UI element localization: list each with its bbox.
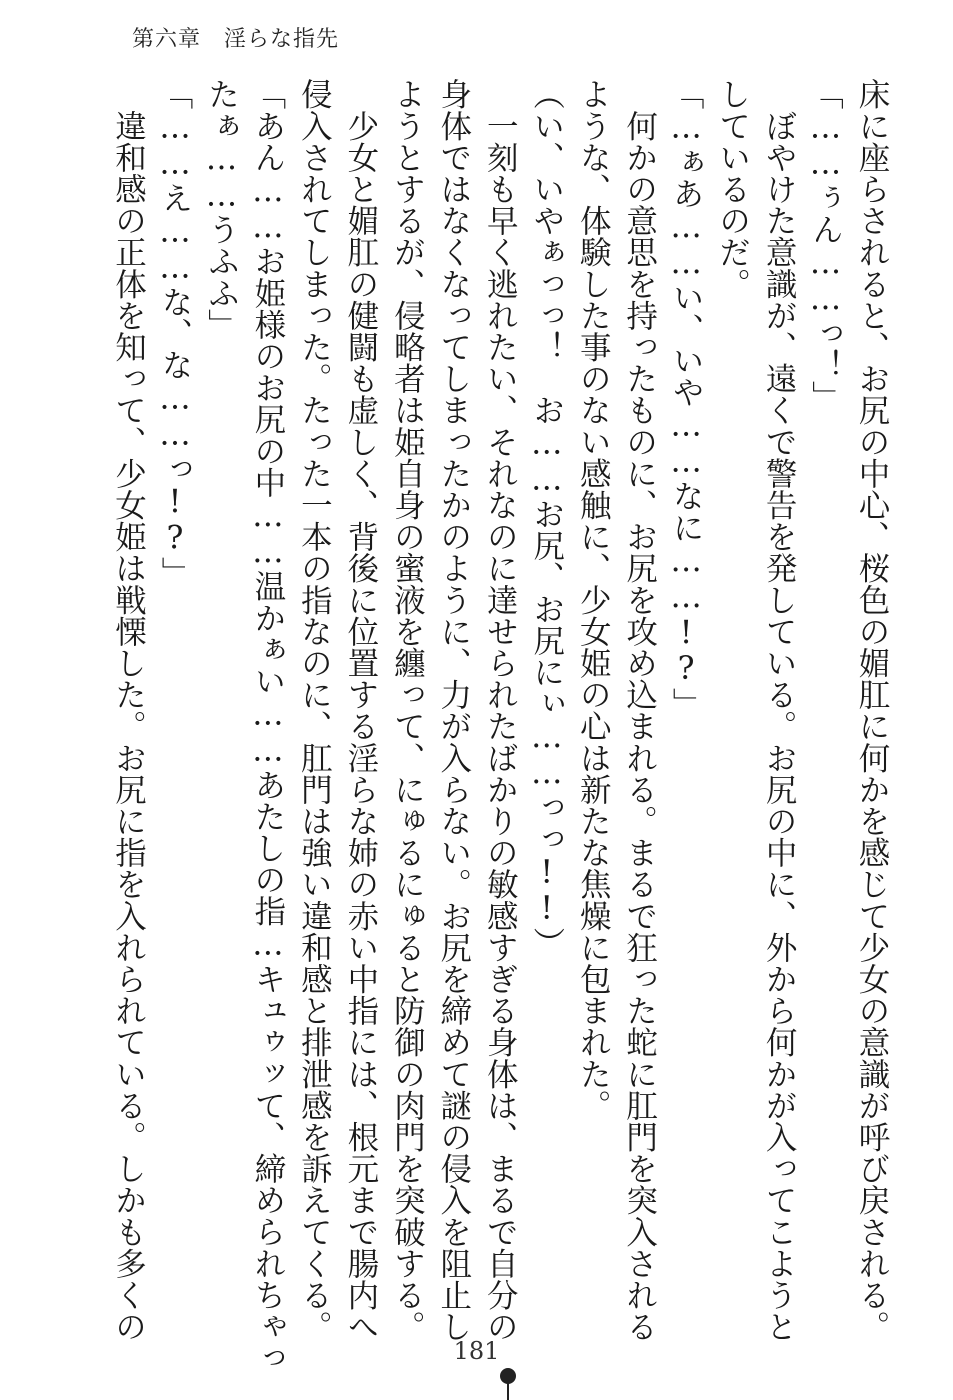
text-line: 「あん……お姫様のお尻の中……温かぁい……あたしの指…キュゥッて、締められちゃっ xyxy=(249,78,286,1374)
text-line: ぼやけた意識が、遠くで警告を発している。お尻の中に、外から何かが入ってこようと xyxy=(761,78,798,1342)
text-line: 身体ではなくなってしまったかのように、力が入らない。お尻を締めて謎の侵入を阻止し xyxy=(435,78,472,1342)
text-line: 違和感の正体を知って、少女姫は戦慄した。お尻に指を入れられている。しかも多くの xyxy=(110,78,147,1342)
page-marker-dot xyxy=(500,1368,516,1384)
text-line: 侵入されてしまった。たった一本の指なのに、肛門は強い違和感と排泄感を訴えてくる。 xyxy=(296,78,333,1342)
text-line: 一刻も早く逃れたい、それなのに達せられたばかりの敏感すぎる身体は、まるで自分の xyxy=(482,78,519,1342)
text-line: 何かの意思を持ったものに、お尻を攻め込まれる。まるで狂った蛇に肛門を突入される xyxy=(621,78,658,1342)
text-line: しているのだ。 xyxy=(714,78,751,300)
text-line: 「…ぁあ……い、いや……なに……!?」 xyxy=(668,78,705,719)
page-marker-line xyxy=(507,1383,509,1400)
text-line: 床に座らされると、お尻の中心、桜色の媚肛に何かを感じて少女の意識が呼び戻される。 xyxy=(854,78,890,1342)
text-line: 「……ぅん……っ！」 xyxy=(807,78,844,412)
page-number: 181 xyxy=(453,1337,500,1365)
text-line: ようとするが、侵略者は姫自身の蜜液を纏って、にゅるにゅると防御の肉門を突破する。 xyxy=(389,78,426,1342)
text-line: ような、体験した事のない感触に、少女姫の心は新たな焦燥に包まれた。 xyxy=(575,78,612,1121)
text-line: 少女と媚肛の健闘も虚しく、背後に位置する淫らな姉の赤い中指には、根元まで腸内へ xyxy=(342,78,379,1342)
running-head: 第六章 淫らな指先 xyxy=(132,27,340,52)
text-line: たぁ……うふふ」 xyxy=(203,78,240,340)
text-line: 「……え……な、な……っ!?」 xyxy=(156,78,193,588)
text-line: （い、いやぁっっ！ お……お尻、お尻にぃ……っっ!!） xyxy=(528,78,565,959)
